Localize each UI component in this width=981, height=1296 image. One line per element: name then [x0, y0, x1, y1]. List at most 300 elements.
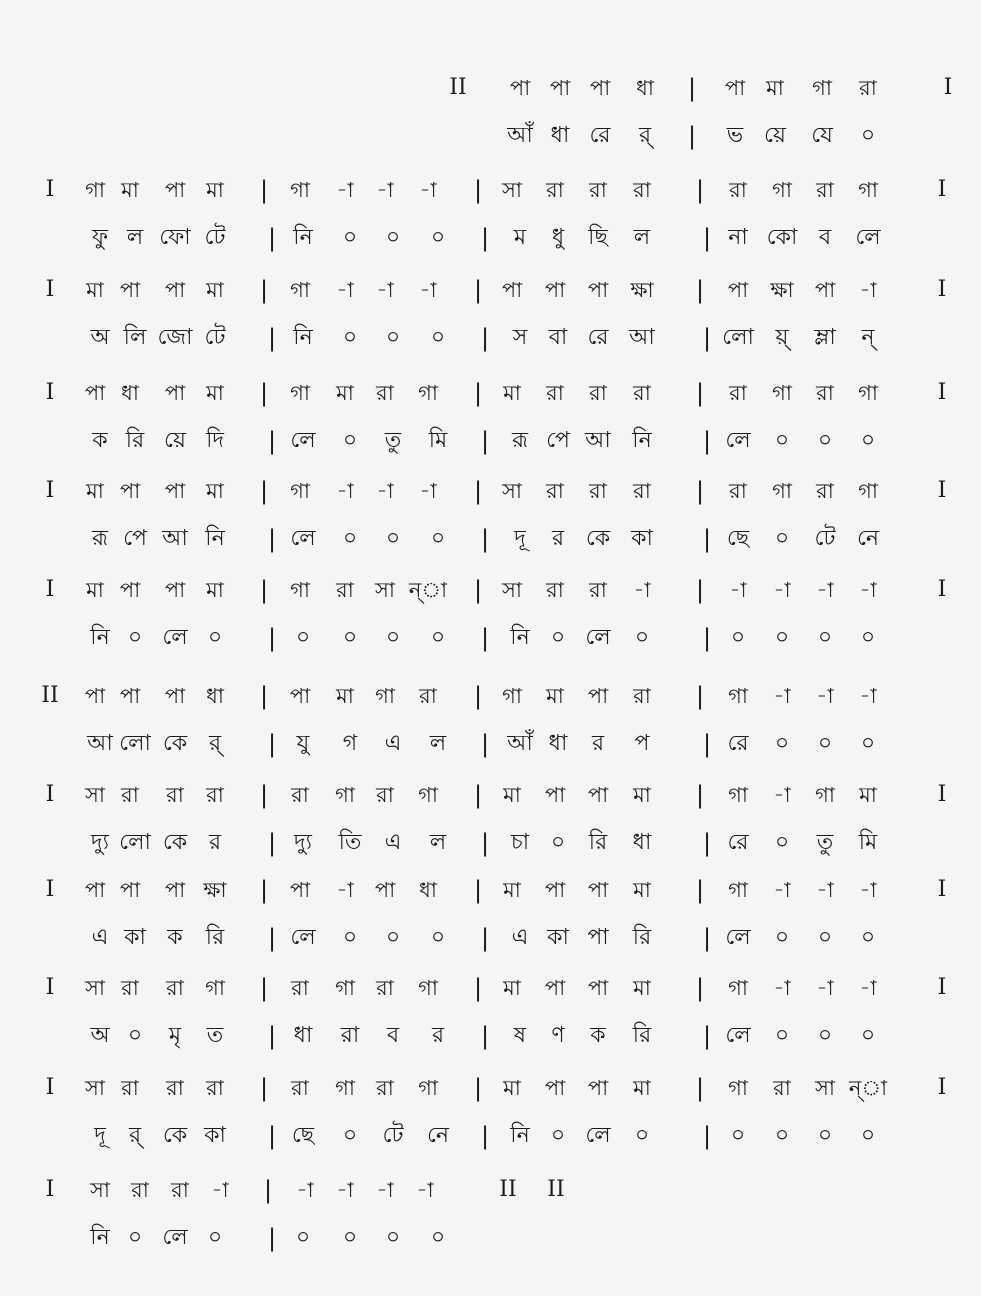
note: সা [502, 479, 522, 503]
lyric-syllable: ০ [774, 830, 790, 855]
bar-line: | [480, 1122, 490, 1150]
lyric-syllable: ০ [342, 1123, 358, 1148]
lyric-syllable: মি [428, 428, 448, 453]
lyric-syllable: র [208, 830, 222, 855]
lyric-syllable: প [634, 731, 650, 756]
lyrics-row [0, 1116, 981, 1156]
note: পা [587, 278, 609, 302]
note: গা [375, 684, 395, 708]
lyric-syllable: ম [513, 225, 527, 250]
lyric-syllable: লি [123, 325, 147, 350]
lyric-syllable: ০ [817, 428, 833, 453]
lyric-syllable: ধা [548, 731, 568, 756]
lyric-syllable: ০ [127, 1023, 143, 1048]
note: রা [633, 479, 651, 503]
lyric-syllable: ০ [860, 1023, 876, 1048]
section-marker: I [943, 75, 953, 100]
bar-line: | [480, 324, 490, 352]
note: সা [85, 1076, 105, 1100]
note: -া [729, 578, 747, 602]
bar-line: | [695, 974, 705, 1002]
note: রা [546, 479, 564, 503]
lyric-syllable: রি [205, 925, 225, 950]
lyric-syllable: বা [548, 325, 568, 350]
note: -া [859, 684, 877, 708]
lyrics-row [0, 519, 981, 559]
bar-line: | [267, 624, 277, 652]
note: -া [773, 878, 791, 902]
bar-line: | [695, 379, 705, 407]
bar-line: | [267, 924, 277, 952]
note: পা [587, 783, 609, 807]
notes-row [0, 68, 981, 108]
note: রা [206, 783, 224, 807]
note: পা [164, 278, 186, 302]
note: গা [335, 1076, 355, 1100]
note: পা [587, 878, 609, 902]
lyric-syllable: লে [725, 428, 751, 453]
lyric-syllable: ০ [860, 428, 876, 453]
lyric-syllable: ধা [550, 123, 570, 148]
note: রা [729, 479, 747, 503]
lyric-syllable: লে [290, 925, 316, 950]
bar-line: | [702, 525, 712, 553]
note: গা [728, 1076, 748, 1100]
section-marker: I [45, 782, 55, 807]
lyric-syllable: ষ [513, 1023, 527, 1048]
note: গা [772, 178, 792, 202]
lyric-syllable: ০ [730, 625, 746, 650]
lyric-syllable: যু [296, 731, 310, 756]
lyrics-row [0, 918, 981, 958]
bar-line: | [695, 876, 705, 904]
note: -া [773, 976, 791, 1000]
note: সা [90, 1178, 110, 1202]
lyric-syllable: ছে [291, 1123, 315, 1148]
bar-line: | [695, 682, 705, 710]
lyric-syllable: ০ [342, 325, 358, 350]
note: সা [502, 578, 522, 602]
note: রা [589, 578, 607, 602]
note: পা [587, 684, 609, 708]
lyric-syllable: ০ [774, 625, 790, 650]
lyric-syllable: ০ [385, 625, 401, 650]
lyric-syllable: নি [510, 1123, 530, 1148]
lyric-syllable: জো [157, 325, 193, 350]
note: -া [416, 1178, 434, 1202]
note: সা [815, 1076, 835, 1100]
note: রা [546, 578, 564, 602]
lyric-syllable: আ [629, 325, 655, 350]
bar-line: | [702, 924, 712, 952]
note: -া [419, 178, 437, 202]
lyric-syllable: নি [632, 428, 652, 453]
lyric-syllable: গ [342, 731, 358, 756]
note: রা [633, 178, 651, 202]
note: রা [166, 783, 184, 807]
bar-line: | [473, 781, 483, 809]
section-marker: I [45, 177, 55, 202]
note: -া [633, 578, 651, 602]
lyric-syllable: রে [589, 123, 611, 148]
note: গা [418, 976, 438, 1000]
lyric-syllable: নে [856, 526, 880, 551]
note: পা [164, 578, 186, 602]
lyric-syllable: কে [162, 731, 188, 756]
bar-line: | [259, 974, 269, 1002]
note: রা [419, 684, 437, 708]
lyric-syllable: র্ [128, 1123, 142, 1148]
lyric-syllable: ০ [817, 1123, 833, 1148]
note: মা [86, 578, 104, 602]
bar-line: | [702, 1022, 712, 1050]
section-marker: I [937, 277, 947, 302]
lyric-syllable: রে [587, 325, 609, 350]
note: রা [816, 178, 834, 202]
note: -া [296, 1178, 314, 1202]
note: -া [859, 878, 877, 902]
note: রা [131, 1178, 149, 1202]
lyric-syllable: কে [162, 830, 188, 855]
lyric-syllable: লো [119, 731, 151, 756]
lyric-syllable: ম্লা [814, 325, 836, 350]
section-marker: I [45, 577, 55, 602]
lyric-syllable: রে [727, 830, 749, 855]
bar-line: | [267, 1022, 277, 1050]
lyric-syllable: ০ [817, 731, 833, 756]
note: সা [502, 178, 522, 202]
note: ধা [206, 684, 224, 708]
note: রা [729, 178, 747, 202]
note: পা [164, 381, 186, 405]
lyric-syllable: ০ [295, 1225, 311, 1250]
lyric-syllable: দূ [514, 526, 526, 551]
note: রা [121, 1076, 139, 1100]
note: -া [773, 578, 791, 602]
note: -া [336, 278, 354, 302]
note: পা [164, 178, 186, 202]
note: গা [290, 479, 310, 503]
note: রা [121, 783, 139, 807]
note: মা [503, 878, 521, 902]
note: ধা [419, 878, 437, 902]
note: গা [290, 381, 310, 405]
bar-line: | [473, 379, 483, 407]
bar-line: | [702, 829, 712, 857]
note: ধা [121, 381, 139, 405]
notes-row [0, 471, 981, 511]
lyric-syllable: অ [90, 1023, 110, 1048]
note: -া [816, 878, 834, 902]
bar-line: | [473, 276, 483, 304]
lyrics-row [0, 618, 981, 658]
lyric-syllable: য়্ [775, 325, 789, 350]
note: সা [85, 783, 105, 807]
lyric-syllable: লে [585, 1123, 611, 1148]
lyric-syllable: ০ [774, 1023, 790, 1048]
note: পা [587, 976, 609, 1000]
lyric-syllable: রি [588, 830, 608, 855]
note: গা [815, 783, 835, 807]
lyric-syllable: ০ [127, 1225, 143, 1250]
note: পা [164, 878, 186, 902]
note: রা [166, 976, 184, 1000]
lyric-syllable: রা [340, 1023, 360, 1048]
note: রা [816, 479, 834, 503]
note: মা [859, 783, 877, 807]
bar-line: | [480, 624, 490, 652]
lyric-syllable: ০ [817, 1023, 833, 1048]
note: রা [589, 178, 607, 202]
bar-line: | [695, 1074, 705, 1102]
bar-line: | [473, 682, 483, 710]
lyric-syllable: ০ [550, 830, 566, 855]
lyric-syllable: ০ [207, 625, 223, 650]
note: মা [336, 381, 354, 405]
note: পা [119, 684, 141, 708]
bar-line: | [267, 730, 277, 758]
lyric-syllable: টে [204, 325, 226, 350]
note: রা [589, 479, 607, 503]
lyric-syllable: নি [510, 625, 530, 650]
note: রা [859, 76, 877, 100]
lyric-syllable: লে [725, 1023, 751, 1048]
lyric-syllable: ০ [342, 625, 358, 650]
bar-line: | [695, 576, 705, 604]
lyrics-row [0, 1218, 981, 1258]
note: মা [86, 278, 104, 302]
lyric-syllable: ০ [342, 526, 358, 551]
note: পা [501, 278, 523, 302]
lyric-syllable: ০ [860, 123, 876, 148]
note: রা [546, 381, 564, 405]
lyric-syllable: লে [290, 526, 316, 551]
section-marker: II [449, 75, 467, 100]
bar-line: | [480, 427, 490, 455]
lyric-syllable: না [728, 225, 748, 250]
lyric-syllable: ত [206, 1023, 224, 1048]
lyric-syllable: এ [511, 925, 529, 950]
note: -া [376, 479, 394, 503]
lyric-syllable: দ্যু [91, 830, 109, 855]
lyric-syllable: নি [90, 625, 110, 650]
lyric-syllable: ণ [551, 1023, 565, 1048]
note: রা [121, 976, 139, 1000]
lyric-syllable: লো [722, 325, 754, 350]
note: গা [858, 479, 878, 503]
lyric-syllable: এ [384, 830, 402, 855]
note: গা [418, 381, 438, 405]
lyrics-row [0, 218, 981, 258]
note: -া [376, 178, 394, 202]
lyric-syllable: কা [547, 925, 569, 950]
note: -া [859, 976, 877, 1000]
bar-line: | [259, 1074, 269, 1102]
note: পা [164, 684, 186, 708]
lyric-syllable: র্ [638, 123, 652, 148]
lyric-syllable: ০ [774, 526, 790, 551]
note: ন্‌া [848, 1076, 888, 1100]
section-marker: I [45, 1177, 55, 1202]
bar-line: | [480, 1022, 490, 1050]
lyric-syllable: ০ [550, 625, 566, 650]
bar-line: | [702, 224, 712, 252]
lyric-syllable: ল [126, 225, 144, 250]
bar-line: | [259, 276, 269, 304]
bar-line: | [702, 324, 712, 352]
lyric-syllable: ০ [860, 731, 876, 756]
note: রা [633, 381, 651, 405]
note: রা [633, 684, 651, 708]
lyric-syllable: এ [384, 731, 402, 756]
bar-line: | [695, 477, 705, 505]
notes-row [0, 676, 981, 716]
lyric-syllable: রে [727, 731, 749, 756]
lyric-syllable: রূ [511, 428, 529, 453]
lyric-syllable: ক [590, 1023, 606, 1048]
lyric-syllable: নে [426, 1123, 450, 1148]
note: মা [336, 684, 354, 708]
lyric-syllable: ০ [385, 1225, 401, 1250]
lyric-syllable: ০ [342, 1225, 358, 1250]
lyric-syllable: আঁ [507, 731, 533, 756]
section-marker: I [937, 177, 947, 202]
lyric-syllable: ০ [385, 325, 401, 350]
lyric-syllable: ০ [430, 625, 446, 650]
bar-line: | [259, 576, 269, 604]
section-marker: I [937, 577, 947, 602]
lyric-syllable: ন্ [861, 325, 875, 350]
section-marker: I [937, 380, 947, 405]
note: -া [376, 1178, 394, 1202]
lyric-syllable: লে [725, 925, 751, 950]
lyric-syllable: ক [92, 428, 108, 453]
bar-line: | [267, 324, 277, 352]
lyric-syllable: কা [124, 925, 146, 950]
note: -া [816, 684, 834, 708]
note: রা [171, 1178, 189, 1202]
section-marker: I [937, 782, 947, 807]
bar-line: | [480, 224, 490, 252]
lyric-syllable: ০ [430, 225, 446, 250]
note: ধা [636, 76, 654, 100]
section-marker: I [937, 975, 947, 1000]
bar-line: | [259, 876, 269, 904]
note: পা [119, 479, 141, 503]
section-marker: I [45, 1075, 55, 1100]
lyrics-row [0, 823, 981, 863]
lyric-syllable: লে [855, 225, 881, 250]
note: পা [587, 1076, 609, 1100]
lyric-syllable: ০ [207, 1225, 223, 1250]
note: পা [814, 278, 836, 302]
note: মা [633, 976, 651, 1000]
lyric-syllable: চা [510, 830, 530, 855]
lyric-syllable: কা [204, 1123, 226, 1148]
lyric-syllable: কো [766, 225, 798, 250]
lyric-syllable: র [551, 526, 565, 551]
lyric-syllable: লে [290, 428, 316, 453]
lyric-syllable: মি [858, 830, 878, 855]
lyric-syllable: ফু [91, 225, 109, 250]
lyric-syllable: লে [585, 625, 611, 650]
note: মা [766, 76, 784, 100]
bar-line: | [267, 525, 277, 553]
lyric-syllable: তু [816, 830, 834, 855]
note: গা [772, 479, 792, 503]
note: -া [773, 684, 791, 708]
lyric-syllable: মৃ [168, 1023, 182, 1048]
lyric-syllable: ০ [385, 925, 401, 950]
bar-line: | [480, 525, 490, 553]
note: পা [119, 878, 141, 902]
note: পা [84, 878, 106, 902]
note: রা [773, 1076, 791, 1100]
bar-line: | [687, 122, 697, 150]
notes-row [0, 1170, 981, 1210]
lyric-syllable: ০ [342, 428, 358, 453]
note: পা [589, 76, 611, 100]
note: -া [376, 278, 394, 302]
note: রা [291, 783, 309, 807]
note: পা [549, 76, 571, 100]
lyric-syllable: ০ [430, 925, 446, 950]
lyric-syllable: ০ [774, 428, 790, 453]
note: রা [376, 381, 394, 405]
note: -া [336, 878, 354, 902]
lyric-syllable: কা [631, 526, 653, 551]
note: পা [544, 783, 566, 807]
note: পা [544, 878, 566, 902]
bar-line: | [267, 224, 277, 252]
note: রা [376, 783, 394, 807]
note: রা [546, 178, 564, 202]
note: গা [335, 976, 355, 1000]
note: গা [290, 578, 310, 602]
lyric-syllable: আ [585, 428, 611, 453]
lyric-syllable: ধু [551, 225, 565, 250]
note: গা [728, 684, 748, 708]
notes-row [0, 373, 981, 413]
lyric-syllable: নি [90, 1225, 110, 1250]
note: মা [206, 178, 224, 202]
lyric-syllable: রি [125, 428, 145, 453]
note: -া [859, 578, 877, 602]
lyric-syllable: তি [338, 830, 362, 855]
note: গা [418, 783, 438, 807]
lyric-syllable: টে [814, 526, 836, 551]
note: মা [206, 278, 224, 302]
lyric-syllable: ০ [430, 1225, 446, 1250]
note: গা [205, 976, 225, 1000]
lyric-syllable: রি [632, 925, 652, 950]
lyric-syllable: র্ [208, 731, 222, 756]
note: গা [858, 381, 878, 405]
section-marker: I [937, 1075, 947, 1100]
note: পা [84, 684, 106, 708]
note: মা [206, 479, 224, 503]
lyric-syllable: আঁ [507, 123, 533, 148]
note: গা [335, 783, 355, 807]
section-marker: I [45, 478, 55, 503]
lyrics-row [0, 116, 981, 156]
lyric-syllable: ধা [293, 1023, 313, 1048]
notes-row [0, 170, 981, 210]
note: পা [119, 278, 141, 302]
note: ন্‌া [408, 578, 448, 602]
section-marker: I [45, 380, 55, 405]
lyric-syllable: স [512, 325, 528, 350]
